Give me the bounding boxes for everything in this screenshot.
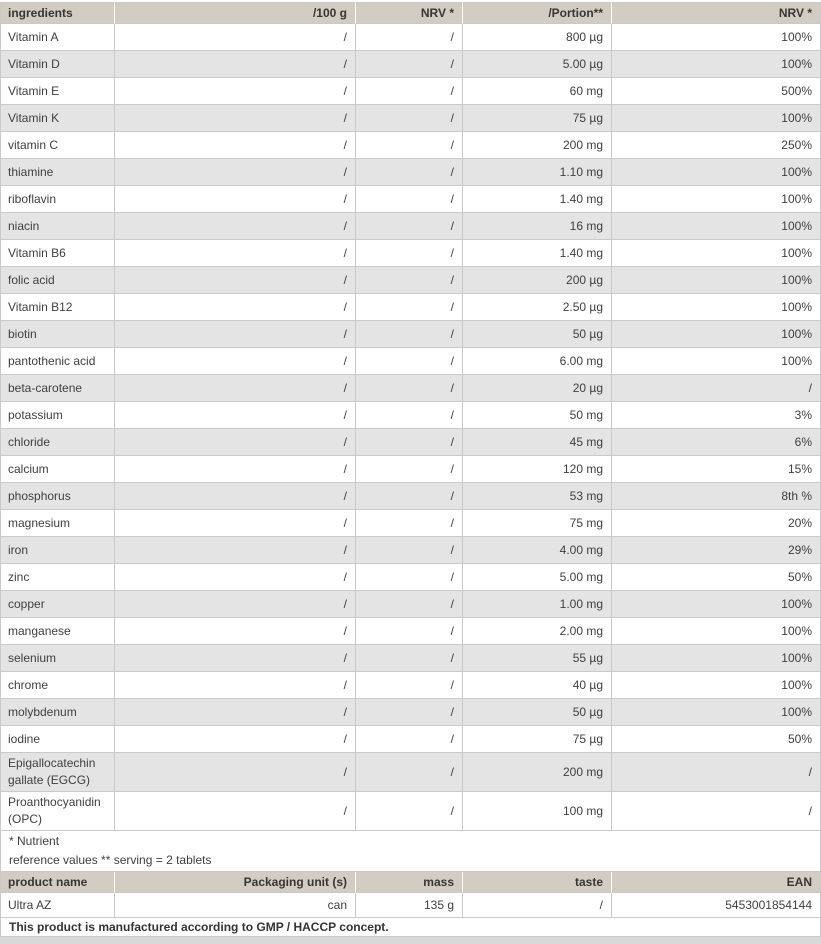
portion-cell: 16 mg xyxy=(463,213,612,240)
col-header-ingredients: ingredients xyxy=(0,2,115,24)
nutrition-table-footnote-section xyxy=(0,831,821,872)
product-table-header xyxy=(0,872,821,893)
table-row xyxy=(0,348,821,375)
per-100g-cell: / xyxy=(115,429,356,456)
portion-cell: 50 µg xyxy=(463,321,612,348)
nrv-portion-cell: 8th % xyxy=(612,483,821,510)
portion-cell: 200 mg xyxy=(463,753,612,792)
ean-cell: 5453001854144 xyxy=(612,893,821,918)
portion-cell: 4.00 mg xyxy=(463,537,612,564)
nrv-portion-cell: 100% xyxy=(612,591,821,618)
col-header-nrv-100g: NRV * xyxy=(356,2,463,24)
table-row xyxy=(0,537,821,564)
manufacture-note: This product is manufactured according to GMP / HACCP concept. xyxy=(0,918,821,937)
per-100g-cell: / xyxy=(115,753,356,792)
col-header-portion: /Portion** xyxy=(463,2,612,24)
table-row xyxy=(0,429,821,456)
nrv-portion-cell: 100% xyxy=(612,699,821,726)
table-row xyxy=(0,105,821,132)
nrv-100g-cell: / xyxy=(356,510,463,537)
table-row xyxy=(0,753,821,792)
product-table-body xyxy=(0,893,821,937)
table-row xyxy=(0,483,821,510)
nrv-portion-cell: / xyxy=(612,792,821,831)
table-row xyxy=(0,375,821,402)
col-header-mass: mass xyxy=(356,872,463,893)
col-header-nrv-portion: NRV * xyxy=(612,2,821,24)
nrv-100g-cell: / xyxy=(356,456,463,483)
nrv-portion-cell: 100% xyxy=(612,618,821,645)
nrv-portion-cell: 6% xyxy=(612,429,821,456)
portion-cell: 50 mg xyxy=(463,402,612,429)
nrv-100g-cell: / xyxy=(356,321,463,348)
ingredient-name-cell: pantothenic acid xyxy=(0,348,115,375)
portion-cell: 800 µg xyxy=(463,24,612,51)
nrv-portion-cell: 20% xyxy=(612,510,821,537)
nrv-portion-cell: 100% xyxy=(612,240,821,267)
per-100g-cell: / xyxy=(115,132,356,159)
col-header-per-100g: /100 g xyxy=(115,2,356,24)
table-row xyxy=(0,618,821,645)
nrv-portion-cell: 100% xyxy=(612,159,821,186)
per-100g-cell: / xyxy=(115,456,356,483)
table-row xyxy=(0,672,821,699)
portion-cell: 2.00 mg xyxy=(463,618,612,645)
ingredient-name-cell: magnesium xyxy=(0,510,115,537)
nutrition-table-body xyxy=(0,24,821,831)
per-100g-cell: / xyxy=(115,537,356,564)
table-row xyxy=(0,132,821,159)
nrv-portion-cell: 29% xyxy=(612,537,821,564)
nrv-100g-cell: / xyxy=(356,294,463,321)
ingredient-name-cell: calcium xyxy=(0,456,115,483)
nrv-100g-cell: / xyxy=(356,24,463,51)
ingredient-name-cell: folic acid xyxy=(0,267,115,294)
nrv-100g-cell: / xyxy=(356,645,463,672)
portion-cell: 6.00 mg xyxy=(463,348,612,375)
per-100g-cell: / xyxy=(115,645,356,672)
portion-cell: 120 mg xyxy=(463,456,612,483)
portion-cell: 200 µg xyxy=(463,267,612,294)
col-header-ean: EAN xyxy=(612,872,821,893)
nrv-100g-cell: / xyxy=(356,726,463,753)
table-row xyxy=(0,78,821,105)
per-100g-cell: / xyxy=(115,294,356,321)
table-row xyxy=(0,267,821,294)
ingredient-name-cell: Vitamin B12 xyxy=(0,294,115,321)
nrv-100g-cell: / xyxy=(356,240,463,267)
per-100g-cell: / xyxy=(115,375,356,402)
nrv-100g-cell: / xyxy=(356,564,463,591)
ingredient-name-cell: phosphorus xyxy=(0,483,115,510)
ingredient-name-cell: Vitamin E xyxy=(0,78,115,105)
col-header-taste: taste xyxy=(463,872,612,893)
portion-cell: 45 mg xyxy=(463,429,612,456)
footnote-line-2: reference values ** serving = 2 tablets xyxy=(9,853,212,867)
nrv-100g-cell: / xyxy=(356,537,463,564)
table-row xyxy=(0,294,821,321)
per-100g-cell: / xyxy=(115,321,356,348)
nrv-portion-cell: 15% xyxy=(612,456,821,483)
footnote-cell xyxy=(0,831,821,872)
nrv-portion-cell: 100% xyxy=(612,186,821,213)
nrv-portion-cell: 100% xyxy=(612,645,821,672)
nrv-100g-cell: / xyxy=(356,618,463,645)
product-name-cell: Ultra AZ xyxy=(0,893,115,918)
ingredient-name-cell: manganese xyxy=(0,618,115,645)
nrv-portion-cell: 100% xyxy=(612,321,821,348)
nrv-100g-cell: / xyxy=(356,792,463,831)
portion-cell: 40 µg xyxy=(463,672,612,699)
per-100g-cell: / xyxy=(115,159,356,186)
portion-cell: 5.00 µg xyxy=(463,51,612,78)
portion-cell: 5.00 mg xyxy=(463,564,612,591)
per-100g-cell: / xyxy=(115,348,356,375)
ingredient-name-cell: Proanthocyanidin (OPC) xyxy=(0,792,115,831)
per-100g-cell: / xyxy=(115,213,356,240)
table-row xyxy=(0,699,821,726)
nrv-portion-cell: 100% xyxy=(612,672,821,699)
per-100g-cell: / xyxy=(115,510,356,537)
portion-cell: 75 µg xyxy=(463,105,612,132)
nrv-portion-cell: 50% xyxy=(612,564,821,591)
table-row xyxy=(0,159,821,186)
table-row xyxy=(0,321,821,348)
portion-cell: 20 µg xyxy=(463,375,612,402)
nrv-100g-cell: / xyxy=(356,591,463,618)
nrv-portion-cell: 250% xyxy=(612,132,821,159)
nrv-100g-cell: / xyxy=(356,159,463,186)
ingredient-name-cell: biotin xyxy=(0,321,115,348)
ingredient-name-cell: niacin xyxy=(0,213,115,240)
per-100g-cell: / xyxy=(115,792,356,831)
nrv-portion-cell: 100% xyxy=(612,24,821,51)
col-header-product-name: product name xyxy=(0,872,115,893)
table-row xyxy=(0,51,821,78)
ingredient-name-cell: beta-carotene xyxy=(0,375,115,402)
nrv-100g-cell: / xyxy=(356,672,463,699)
ingredient-name-cell: selenium xyxy=(0,645,115,672)
product-table xyxy=(0,872,821,937)
portion-cell: 200 mg xyxy=(463,132,612,159)
nrv-100g-cell: / xyxy=(356,105,463,132)
nrv-portion-cell: 100% xyxy=(612,348,821,375)
portion-cell: 100 mg xyxy=(463,792,612,831)
table-row xyxy=(0,213,821,240)
product-row xyxy=(0,893,821,918)
per-100g-cell: / xyxy=(115,726,356,753)
portion-cell: 50 µg xyxy=(463,699,612,726)
ingredient-name-cell: zinc xyxy=(0,564,115,591)
ingredient-name-cell: potassium xyxy=(0,402,115,429)
table-row xyxy=(0,645,821,672)
portion-cell: 1.10 mg xyxy=(463,159,612,186)
ingredient-name-cell: Vitamin D xyxy=(0,51,115,78)
nrv-100g-cell: / xyxy=(356,699,463,726)
nrv-portion-cell: / xyxy=(612,753,821,792)
per-100g-cell: / xyxy=(115,402,356,429)
table-row xyxy=(0,186,821,213)
nrv-100g-cell: / xyxy=(356,375,463,402)
nrv-100g-cell: / xyxy=(356,429,463,456)
per-100g-cell: / xyxy=(115,78,356,105)
portion-cell: 53 mg xyxy=(463,483,612,510)
bottom-strip xyxy=(0,937,821,944)
per-100g-cell: / xyxy=(115,51,356,78)
ingredient-name-cell: chloride xyxy=(0,429,115,456)
nrv-portion-cell: 100% xyxy=(612,294,821,321)
table-row xyxy=(0,792,821,831)
per-100g-cell: / xyxy=(115,672,356,699)
per-100g-cell: / xyxy=(115,699,356,726)
nrv-100g-cell: / xyxy=(356,267,463,294)
nrv-100g-cell: / xyxy=(356,78,463,105)
table-row xyxy=(0,402,821,429)
portion-cell: 2.50 µg xyxy=(463,294,612,321)
nutrition-table-header xyxy=(0,2,821,24)
ingredient-name-cell: Epigallocatechin gallate (EGCG) xyxy=(0,753,115,792)
nrv-100g-cell: / xyxy=(356,402,463,429)
nrv-portion-cell: 100% xyxy=(612,213,821,240)
ingredient-name-cell: iron xyxy=(0,537,115,564)
manufacture-note-row xyxy=(0,918,821,937)
mass-cell: 135 g xyxy=(356,893,463,918)
portion-cell: 60 mg xyxy=(463,78,612,105)
portion-cell: 1.40 mg xyxy=(463,240,612,267)
header-row xyxy=(0,2,821,24)
per-100g-cell: / xyxy=(115,105,356,132)
ingredient-name-cell: copper xyxy=(0,591,115,618)
per-100g-cell: / xyxy=(115,483,356,510)
ingredient-name-cell: riboflavin xyxy=(0,186,115,213)
nrv-100g-cell: / xyxy=(356,132,463,159)
table-row xyxy=(0,564,821,591)
nrv-100g-cell: / xyxy=(356,348,463,375)
taste-cell: / xyxy=(463,893,612,918)
ingredient-name-cell: chrome xyxy=(0,672,115,699)
nrv-100g-cell: / xyxy=(356,186,463,213)
nutrition-table xyxy=(0,2,821,872)
portion-cell: 1.40 mg xyxy=(463,186,612,213)
packaging-unit-cell: can xyxy=(115,893,356,918)
per-100g-cell: / xyxy=(115,618,356,645)
table-row xyxy=(0,726,821,753)
per-100g-cell: / xyxy=(115,564,356,591)
table-row xyxy=(0,510,821,537)
ingredient-name-cell: iodine xyxy=(0,726,115,753)
nrv-portion-cell: / xyxy=(612,375,821,402)
product-header-row xyxy=(0,872,821,893)
per-100g-cell: / xyxy=(115,591,356,618)
nrv-portion-cell: 3% xyxy=(612,402,821,429)
ingredient-name-cell: vitamin C xyxy=(0,132,115,159)
nrv-100g-cell: / xyxy=(356,483,463,510)
ingredient-name-cell: Vitamin A xyxy=(0,24,115,51)
portion-cell: 1.00 mg xyxy=(463,591,612,618)
nrv-portion-cell: 500% xyxy=(612,78,821,105)
per-100g-cell: / xyxy=(115,267,356,294)
nrv-100g-cell: / xyxy=(356,51,463,78)
nrv-100g-cell: / xyxy=(356,753,463,792)
table-row xyxy=(0,240,821,267)
portion-cell: 55 µg xyxy=(463,645,612,672)
portion-cell: 75 mg xyxy=(463,510,612,537)
ingredient-name-cell: molybdenum xyxy=(0,699,115,726)
ingredient-name-cell: Vitamin K xyxy=(0,105,115,132)
per-100g-cell: / xyxy=(115,186,356,213)
per-100g-cell: / xyxy=(115,240,356,267)
nrv-portion-cell: 100% xyxy=(612,267,821,294)
ingredient-name-cell: Vitamin B6 xyxy=(0,240,115,267)
portion-cell: 75 µg xyxy=(463,726,612,753)
footnote-row xyxy=(0,831,821,872)
nrv-portion-cell: 100% xyxy=(612,51,821,78)
footnote-line-1: * Nutrient xyxy=(9,834,60,848)
ingredient-name-cell: thiamine xyxy=(0,159,115,186)
nrv-portion-cell: 100% xyxy=(612,105,821,132)
table-row xyxy=(0,591,821,618)
table-row xyxy=(0,456,821,483)
nrv-portion-cell: 50% xyxy=(612,726,821,753)
table-row xyxy=(0,24,821,51)
per-100g-cell: / xyxy=(115,24,356,51)
nrv-100g-cell: / xyxy=(356,213,463,240)
col-header-packaging-unit: Packaging unit (s) xyxy=(115,872,356,893)
